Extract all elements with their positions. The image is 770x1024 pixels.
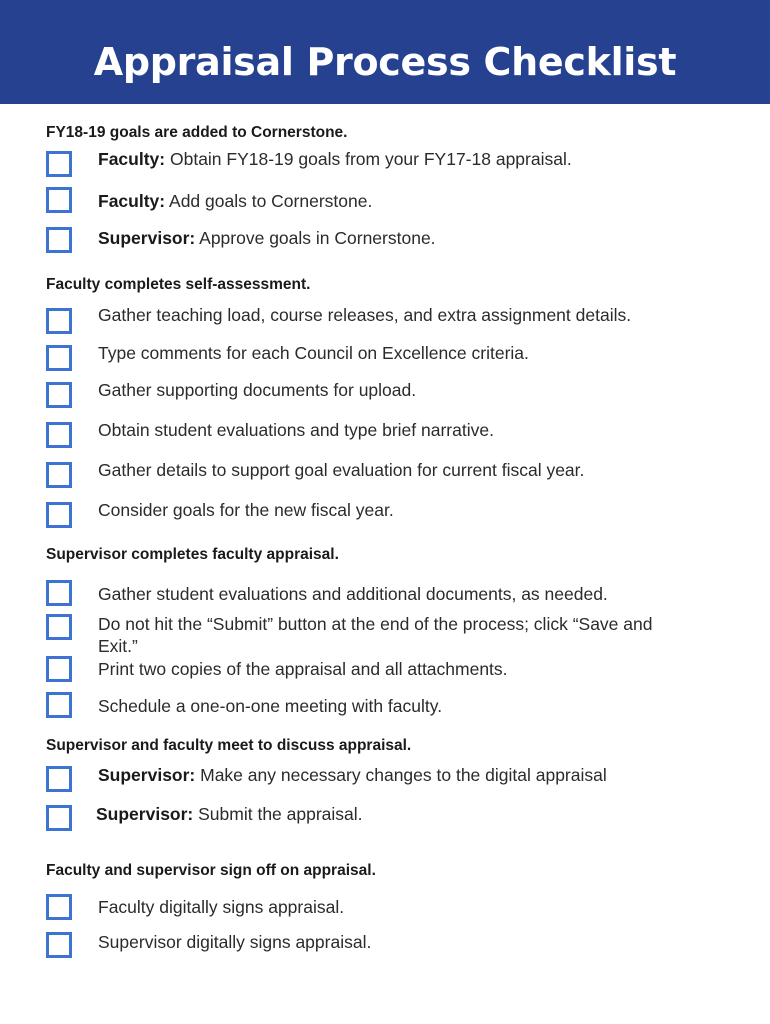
item-label: Approve goals in Cornerstone. bbox=[199, 228, 436, 248]
item-text: Do not hit the “Submit” button at the end of the process; click “Save and Exit.” bbox=[98, 614, 653, 656]
item-label: Add goals to Cornerstone. bbox=[169, 191, 373, 211]
item-text bbox=[96, 803, 696, 825]
item-text: Schedule a one-on-one meeting with faculty. bbox=[98, 696, 443, 716]
item-text bbox=[98, 764, 698, 786]
item-role: Supervisor: bbox=[98, 765, 196, 785]
item-role: Supervisor: bbox=[98, 228, 196, 248]
section-title: FY18-19 goals are added to Cornerstone. bbox=[46, 124, 348, 141]
checkbox[interactable] bbox=[46, 382, 72, 408]
item-text: Consider goals for the new fiscal year. bbox=[98, 500, 394, 520]
item-text: Faculty digitally signs appraisal. bbox=[98, 897, 345, 917]
item-text bbox=[98, 227, 698, 249]
checkbox[interactable] bbox=[46, 894, 72, 920]
title-banner bbox=[0, 0, 770, 104]
checkbox[interactable] bbox=[46, 345, 72, 371]
item-role: Faculty: bbox=[98, 149, 166, 169]
checkbox[interactable] bbox=[46, 462, 72, 488]
page-title: Appraisal Process Checklist bbox=[93, 40, 677, 84]
item-text: Gather supporting documents for upload. bbox=[98, 380, 417, 400]
item-role: Faculty: bbox=[98, 191, 166, 211]
item-text bbox=[98, 148, 698, 170]
item-label: Make any necessary changes to the digital appraisal bbox=[200, 765, 607, 785]
item-label: Obtain FY18-19 goals from your FY17-18 appraisal. bbox=[169, 149, 572, 169]
checkbox[interactable] bbox=[46, 151, 72, 177]
item-text: Gather details to support goal evaluation for current fiscal year. bbox=[98, 460, 585, 480]
checkbox[interactable] bbox=[46, 766, 72, 792]
item-text: Obtain student evaluations and type brief narrative. bbox=[98, 420, 494, 440]
section-title: Supervisor completes faculty appraisal. bbox=[46, 546, 339, 563]
checkbox[interactable] bbox=[46, 422, 72, 448]
section-title: Supervisor and faculty meet to discuss appraisal. bbox=[46, 737, 412, 754]
checkbox[interactable] bbox=[46, 656, 72, 682]
checkbox[interactable] bbox=[46, 614, 72, 640]
checkbox[interactable] bbox=[46, 308, 72, 334]
item-role: Supervisor: bbox=[96, 804, 194, 824]
checkbox[interactable] bbox=[46, 805, 72, 831]
item-label: Submit the appraisal. bbox=[198, 804, 363, 824]
item-text: Gather teaching load, course releases, and extra assignment details. bbox=[98, 305, 632, 325]
item-text bbox=[98, 190, 698, 212]
item-text: Print two copies of the appraisal and all attachments. bbox=[98, 659, 508, 679]
section-title: Faculty completes self-assessment. bbox=[46, 276, 311, 293]
item-text: Gather student evaluations and additional documents, as needed. bbox=[98, 584, 608, 604]
checkbox[interactable] bbox=[46, 580, 72, 606]
section-title: Faculty and supervisor sign off on appraisal. bbox=[46, 862, 376, 879]
checkbox[interactable] bbox=[46, 692, 72, 718]
checkbox[interactable] bbox=[46, 502, 72, 528]
checkbox[interactable] bbox=[46, 932, 72, 958]
item-text: Type comments for each Council on Excellence criteria. bbox=[98, 343, 529, 363]
item-text: Supervisor digitally signs appraisal. bbox=[98, 932, 372, 952]
checkbox[interactable] bbox=[46, 227, 72, 253]
checkbox[interactable] bbox=[46, 187, 72, 213]
